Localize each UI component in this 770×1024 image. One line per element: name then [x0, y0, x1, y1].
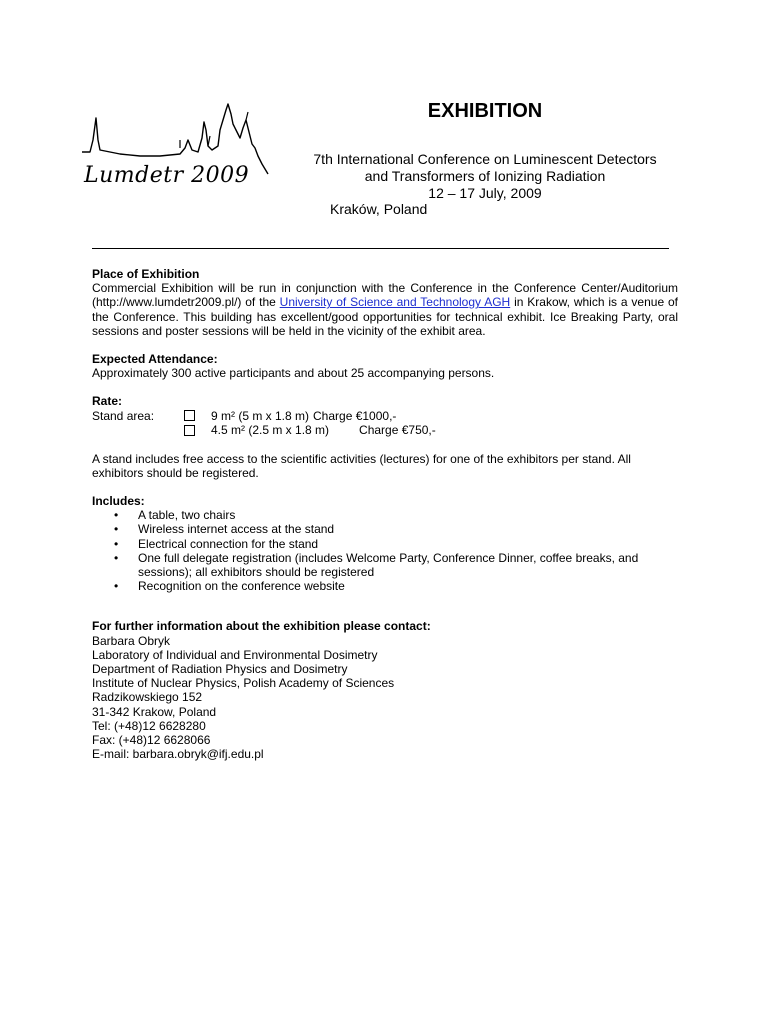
contact-tel: Tel: (+48)12 6628280	[92, 718, 206, 733]
contact-name: Barbara Obryk	[92, 633, 171, 648]
stand-area-label: Stand area:	[92, 408, 155, 423]
rate-section	[92, 394, 678, 437]
attendance-text: Approximately 300 active participants and about 25 accompanying persons.	[92, 366, 495, 381]
stand-note: A stand includes free access to the scientific activities (lectures) for one of the exhibitors per stand. All exhibitors should be registered.	[92, 451, 631, 480]
rate-checkbox-9m2[interactable]	[184, 410, 195, 421]
conference-line-2: and Transformers of Ionizing Radiation	[364, 168, 606, 184]
place-section	[92, 267, 678, 338]
contact-address: Radzikowskiego 152	[92, 690, 203, 705]
place-text-before-link: Commercial Exhibition will be run in conjunction with the Conference in the Conference Center/Auditorium (http://www.lumdetr2009.pl/) of the	[92, 281, 678, 310]
list-item: • A table, two chairs	[114, 508, 678, 522]
conference-dates: 12 – 17 July, 2009	[428, 185, 542, 201]
contact-title: For further information about the exhibition please contact:	[92, 619, 431, 634]
rate-charge: Charge €1000,-	[313, 408, 397, 423]
includes-title: Includes:	[92, 494, 145, 509]
place-title: Place of Exhibition	[92, 267, 200, 281]
contact-line: Institute of Nuclear Physics, Polish Academy of Sciences	[92, 676, 395, 691]
rate-charge: Charge €750,-	[359, 423, 436, 438]
attendance-section	[92, 352, 678, 380]
contact-email[interactable]: E-mail: barbara.obryk@ifj.edu.pl	[92, 747, 264, 762]
header-divider	[92, 248, 669, 249]
place-text-after-link: in Krakow, which is a venue of the Conference. This building has excellent/good opportunities for technical exhibit. Ice Breaking Party, oral sessions and poster sessions will be held in the vicinity of the exhibit area.	[92, 295, 678, 338]
conference-info	[290, 151, 680, 202]
rate-size: 4.5 m² (2.5 m x 1.8 m)	[211, 423, 330, 438]
rate-row	[92, 409, 678, 438]
list-item: • One full delegate registration (includes Welcome Party, Conference Dinner, coffee breaks, and sessions); all exhibitors should be registered	[114, 551, 678, 579]
place-paragraph	[92, 281, 678, 338]
contact-line: Department of Radiation Physics and Dosimetry	[92, 662, 348, 677]
attendance-title: Expected Attendance:	[92, 352, 218, 367]
contact-fax: Fax: (+48)12 6628066	[92, 733, 211, 748]
agh-link[interactable]: University of Science and Technology AGH	[279, 295, 511, 310]
contact-line: Laboratory of Individual and Environmental Dosimetry	[92, 647, 378, 662]
list-item: • Electrical connection for the stand	[114, 537, 678, 551]
conference-place: Kraków, Poland	[330, 201, 428, 217]
rate-checkbox-4-5m2[interactable]	[184, 425, 195, 436]
contact-city: 31-342 Krakow, Poland	[92, 704, 217, 719]
rate-option	[184, 423, 436, 438]
rate-options	[184, 409, 436, 438]
includes-section	[92, 494, 678, 593]
rate-option	[184, 409, 436, 424]
document-body	[92, 267, 678, 761]
rate-size: 9 m² (5 m x 1.8 m)	[211, 408, 310, 423]
page-title: EXHIBITION	[427, 100, 543, 122]
list-item: • Wireless internet access at the stand	[114, 522, 678, 536]
conference-line-1: 7th International Conference on Luminescent Detectors	[313, 151, 657, 167]
logo-text: Lumdetr 2009	[84, 163, 250, 188]
list-item: • Recognition on the conference website	[114, 579, 678, 593]
rate-title: Rate:	[92, 394, 123, 409]
contact-section	[92, 619, 678, 761]
includes-list	[92, 508, 678, 593]
